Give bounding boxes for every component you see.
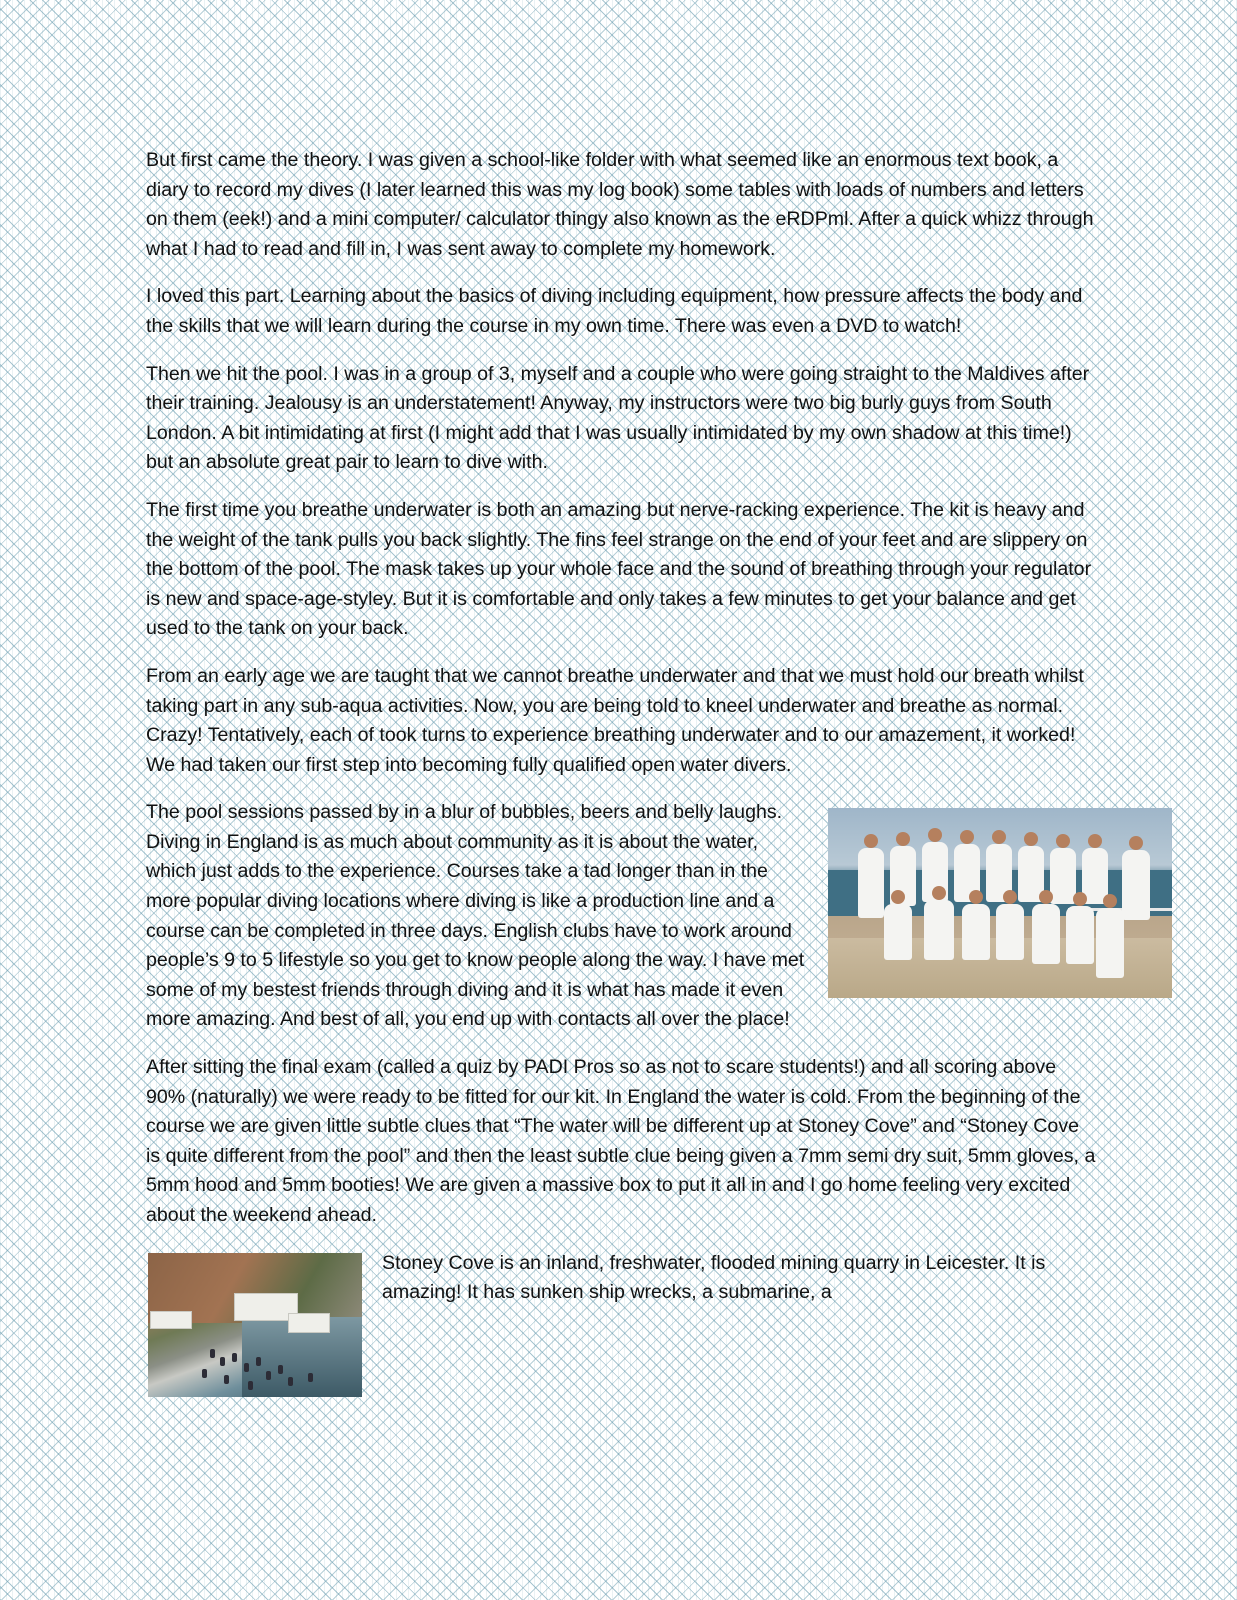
paragraph-final-exam: After sitting the final exam (called a quiz by PADI Pros so as not to scare students!) and all scoring above 90% (naturally) we were ready to be fitted for our kit. In England the water is cold. From the beginning of the course we are given little subtle clues that “The water will be different up at Stoney Cove” and “Stoney Cove is quite different from the pool” and then the least subtle clue being given a 7mm semi dry suit, 5mm gloves, a 5mm hood and 5mm booties! We are given a massive box to put it all in and I go home feeling very excited about the weekend ahead. xyxy=(146,1056,1096,1226)
paragraph-first-breath: The first time you breathe underwater is both an amazing but nerve-racking experience. The kit is heavy and the weight of the tank pulls you back slightly. The fins feel strange on the end of your feet and are slippery on the bottom of the pool. The mask takes up your whole face and the sound of breathing through your regulator is new and space-age-styley. But it is comfortable and only takes a few minutes to get your balance and get used to the tank on your back. xyxy=(146,498,1092,640)
document-body xyxy=(146,146,1096,1403)
paragraph-loved-this-part: I loved this part. Learning about the basics of diving including equipment, how pressure affects the body and the skills that we will learn during the course in my own time. There was even a DVD to watch! xyxy=(146,285,1083,337)
paragraph-early-age: From an early age we are taught that we cannot breathe underwater and that we must hold our breath whilst taking part in any sub-aqua activities. Now, you are being told to kneel underwater and breathe as normal. Crazy! Tentatively, each of took turns to experience breathing underwater and to our amazement, it worked! We had taken our first step into becoming fully qualified open water divers. xyxy=(146,664,1084,776)
paragraph-theory: But first came the theory. I was given a school-like folder with what seemed like an enormous text book, a diary to record my dives (I later learned this was my log book) some tables with loads of numbers and letters on them (eek!) and a mini computer/ calculator thingy also known as the eRDPml. After a quick whizz through what I had to read and fill in, I was sent away to complete my homework. xyxy=(146,149,1094,260)
paragraph-stoney-cove: Stoney Cove is an inland, freshwater, flooded mining quarry in Leicester. It is amazing! It has sunken ship wrecks, a submarine, a xyxy=(382,1251,1046,1304)
paragraph-pool: Then we hit the pool. I was in a group of 3, myself and a couple who were going straight to the Maldives after their training. Jealousy is an understatement! Anyway, my instructors were two big burly guys from South London. A bit intimidating at first (I might add that I was usually intimidated by my own shadow at this time!) but an absolute great pair to learn to dive with. xyxy=(146,362,1090,474)
stoney-cove-photo xyxy=(148,1253,362,1397)
group-photo-on-boat xyxy=(828,808,1172,998)
paragraph-pool-sessions: The pool sessions passed by in a blur of bubbles, beers and belly laughs. Diving in England is as much about community as it is about the water, which just adds to the experience. Courses take a tad longer than in the more popular diving locations where diving is like a production line and a course can be completed in three days. English clubs have to work around people’s 9 to 5 lifestyle so you get to know people along the way. I have met some of my bestest friends through diving and it is what has made it even more amazing. And best of all, you end up with contacts all over the place! xyxy=(146,801,805,1031)
